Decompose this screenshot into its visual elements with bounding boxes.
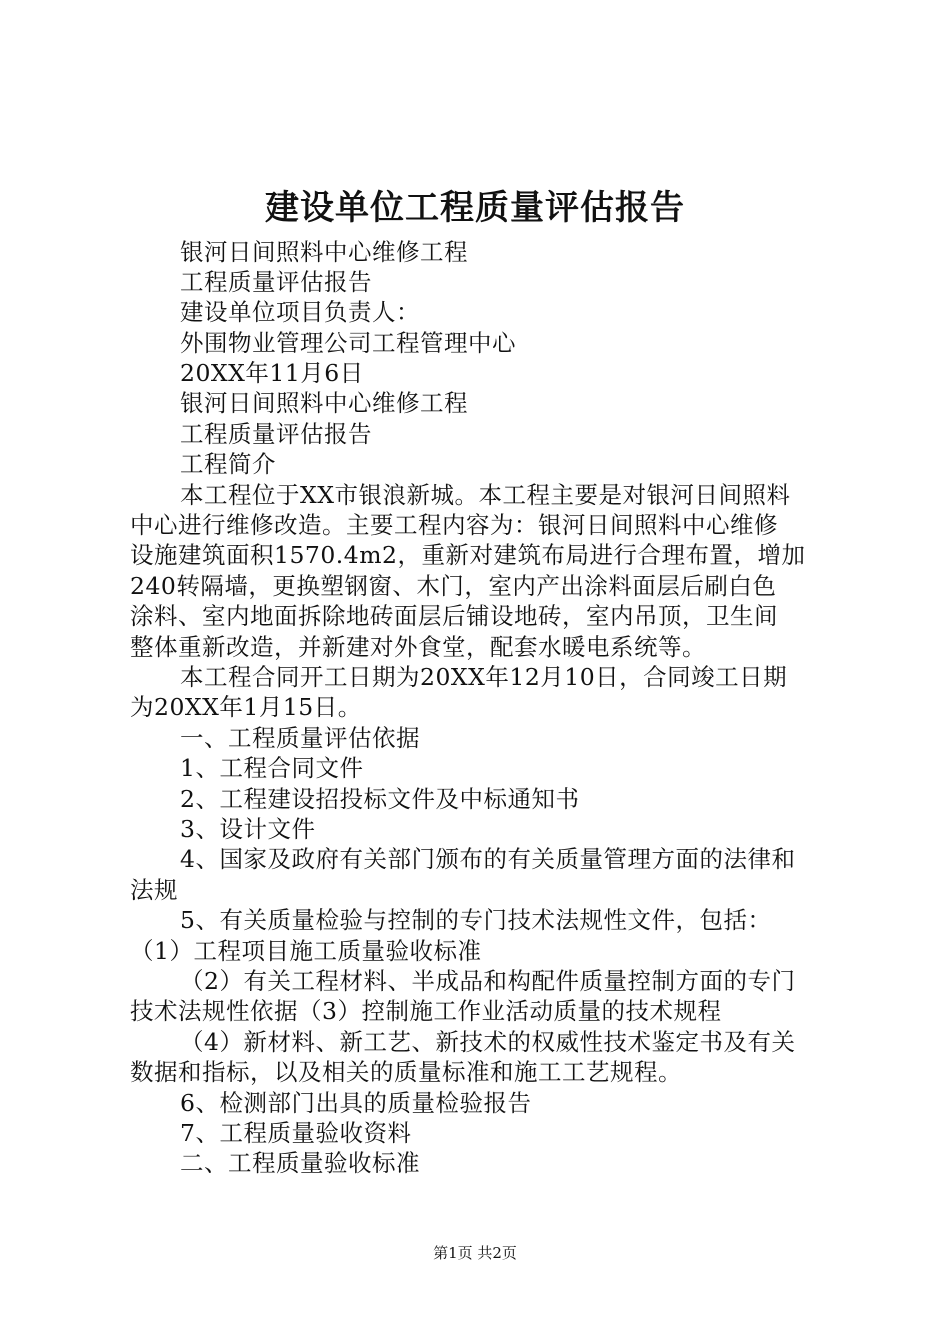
document-title: 建设单位工程质量评估报告 bbox=[265, 188, 685, 228]
list-item: 7、工程质量验收资料 bbox=[180, 1119, 412, 1147]
body-line: 本工程合同开工日期为20XX年12月10日，合同竣工日期 bbox=[180, 663, 788, 691]
list-item: 2、工程建设招投标文件及中标通知书 bbox=[180, 785, 580, 813]
list-item: 4、国家及政府有关部门颁布的有关质量管理方面的法律和 bbox=[180, 845, 796, 873]
list-item: （4）新材料、新工艺、新技术的权威性技术鉴定书及有关 bbox=[180, 1028, 796, 1056]
body-line: 建设单位项目负责人： bbox=[180, 298, 420, 326]
body-line: 整体重新改造，并新建对外食堂，配套水暖电系统等。 bbox=[130, 633, 706, 661]
list-item: 1、工程合同文件 bbox=[180, 754, 364, 782]
body-line: 设施建筑面积1570.4m2，重新对建筑布局进行合理布置，增加 bbox=[130, 541, 806, 569]
section-heading: 一、工程质量评估依据 bbox=[180, 724, 420, 752]
list-item: （1）工程项目施工质量验收标准 bbox=[130, 937, 482, 965]
body-line: 工程简介 bbox=[180, 450, 276, 478]
list-item: 3、设计文件 bbox=[180, 815, 316, 843]
body-line: 工程质量评估报告 bbox=[180, 268, 372, 296]
section-heading: 二、工程质量验收标准 bbox=[180, 1149, 420, 1177]
body-line: 涂料、室内地面拆除地砖面层后铺设地砖，室内吊顶，卫生间 bbox=[130, 602, 778, 630]
body-line: 银河日间照料中心维修工程 bbox=[180, 238, 468, 266]
body-line: 240转隔墙，更换塑钢窗、木门，室内产出涂料面层后刷白色 bbox=[130, 572, 777, 600]
body-line: 银河日间照料中心维修工程 bbox=[180, 389, 468, 417]
list-item: 6、检测部门出具的质量检验报告 bbox=[180, 1089, 532, 1117]
list-item: 法规 bbox=[130, 876, 178, 904]
body-line: 为20XX年1月15日。 bbox=[130, 693, 362, 721]
list-item: 数据和指标，以及相关的质量标准和施工工艺规程。 bbox=[130, 1058, 682, 1086]
list-item: 5、有关质量检验与控制的专门技术法规性文件，包括： bbox=[180, 906, 772, 934]
body-line: 20XX年11月6日 bbox=[180, 359, 364, 387]
body-line: 中心进行维修改造。主要工程内容为：银河日间照料中心维修 bbox=[130, 511, 778, 539]
page-number-footer: 第1页 共2页 bbox=[433, 1244, 517, 1262]
body-line: 本工程位于XX市银浪新城。本工程主要是对银河日间照料 bbox=[180, 481, 791, 509]
body-line: 外围物业管理公司工程管理中心 bbox=[180, 329, 516, 357]
list-item: （2）有关工程材料、半成品和构配件质量控制方面的专门 bbox=[180, 967, 796, 995]
list-item: 技术法规性依据（3）控制施工作业活动质量的技术规程 bbox=[130, 997, 722, 1025]
body-line: 工程质量评估报告 bbox=[180, 420, 372, 448]
